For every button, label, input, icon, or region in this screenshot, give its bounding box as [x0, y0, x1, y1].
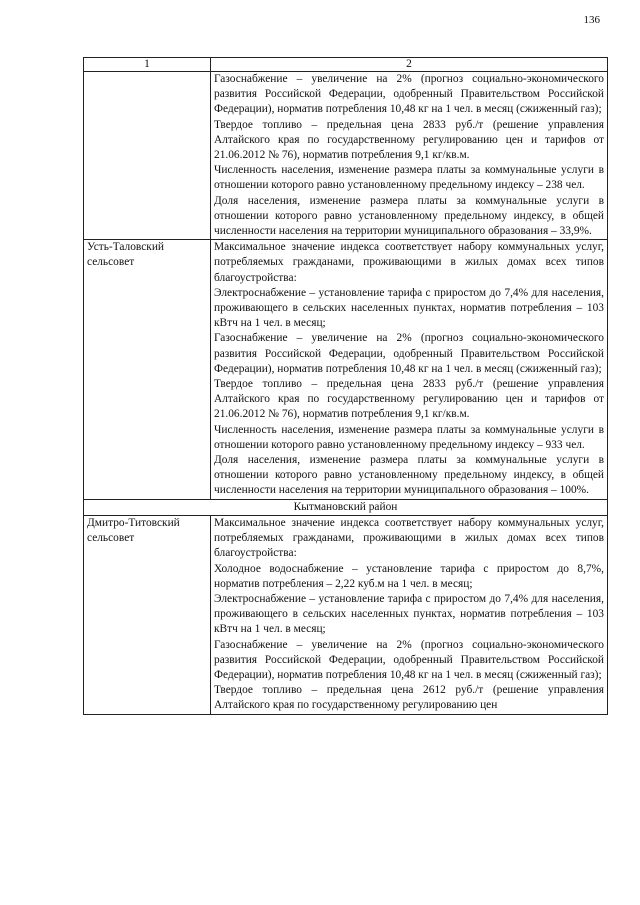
section-title: Кытмановский район	[84, 499, 608, 515]
table-row	[84, 72, 608, 240]
paragraph: Твердое топливо – предельная цена 2833 руб./т (решение управления Алтайского края по государственному регулированию цен и тарифов от 21.06.2012 № 76), норматив потребления 9,1 кг/кв.м.	[214, 118, 604, 162]
section-row	[84, 499, 608, 515]
paragraph: Доля населения, изменение размера платы за коммунальные услуги в отношении которого равно установленному предельному индексу, в общей численности населения на территории муниципального образования – 33,9%.	[214, 194, 604, 238]
paragraph: Доля населения, изменение размера платы за коммунальные услуги в отношении которого равно установленному предельному индексу, в общей численности населения на территории муниципального образования – 100%.	[214, 454, 604, 497]
paragraph: Численность населения, изменение размера платы за коммунальные услуги в отношении которого равно установленному предельному индексу – 238 чел.	[214, 164, 604, 192]
paragraph: Максимальное значение индекса соответствует набору коммунальных услуг, потребляемых гражданами, проживающими в жилых домах всех типов благоустройства:	[214, 241, 604, 284]
paragraph: Газоснабжение – увеличение на 2% (прогноз социально-экономического развития Российской Федерации, одобренный Правительством Российской Федерации), норматив потребления 10,48 кг на 1 чел. в месяц (сжиженный газ);	[214, 73, 604, 116]
municipality-cell: Дмитро-Титовский сельсовет	[84, 515, 211, 714]
paragraph: Газоснабжение – увеличение на 2% (прогноз социально-экономического развития Российской Федерации, одобренный Правительством Российской Федерации), норматив потребления 10,48 кг на 1 чел. в месяц (сжиженный газ);	[214, 638, 604, 681]
paragraph: Холодное водоснабжение – установление тарифа с приростом до 8,7%, норматив потребления – 2,22 куб.м на 1 чел. в месяц;	[214, 562, 604, 590]
table-header-row	[84, 58, 608, 72]
indicator-cell	[211, 72, 608, 240]
municipality-cell: Усть-Таловский сельсовет	[84, 240, 211, 499]
paragraph: Численность населения, изменение размера платы за коммунальные услуги в отношении которого равно установленному предельному индексу – 933 чел.	[214, 423, 604, 451]
paragraph: Максимальное значение индекса соответствует набору коммунальных услуг, потребляемых гражданами, проживающими в жилых домах всех типов благоустройства:	[214, 516, 604, 560]
tariff-table	[83, 57, 608, 715]
paragraph: Электроснабжение – установление тарифа с приростом до 7,4% для населения, проживающего в сельских населенных пунктах, норматив потребления – 103 кВтч на 1 чел. в месяц;	[214, 592, 604, 636]
indicator-cell	[211, 240, 608, 499]
column-header-1: 1	[84, 58, 211, 72]
table-row	[84, 240, 608, 499]
paragraph: Твердое топливо – предельная цена 2833 руб./т (решение управления Алтайского края по государственному регулированию цен и тарифов от 21.06.2012 № 76), норматив потребления 9,1 кг/кв.м.	[214, 378, 604, 421]
paragraph: Электроснабжение – установление тарифа с приростом до 7,4% для населения, проживающего в сельских населенных пунктах, норматив потребления – 103 кВтч на 1 чел. в месяц;	[214, 286, 604, 330]
page-number: 136	[583, 14, 600, 26]
paragraph: Газоснабжение – увеличение на 2% (прогноз социально-экономического развития Российской Федерации, одобренный Правительством Российской Федерации), норматив потребления 10,48 кг на 1 чел. в месяц (сжиженный газ);	[214, 332, 604, 375]
paragraph: Твердое топливо – предельная цена 2612 руб./т (решение управления Алтайского края по государственному регулированию цен	[214, 684, 604, 712]
table-row	[84, 515, 608, 714]
column-header-2: 2	[211, 58, 608, 72]
municipality-cell	[84, 72, 211, 240]
indicator-cell	[211, 515, 608, 714]
